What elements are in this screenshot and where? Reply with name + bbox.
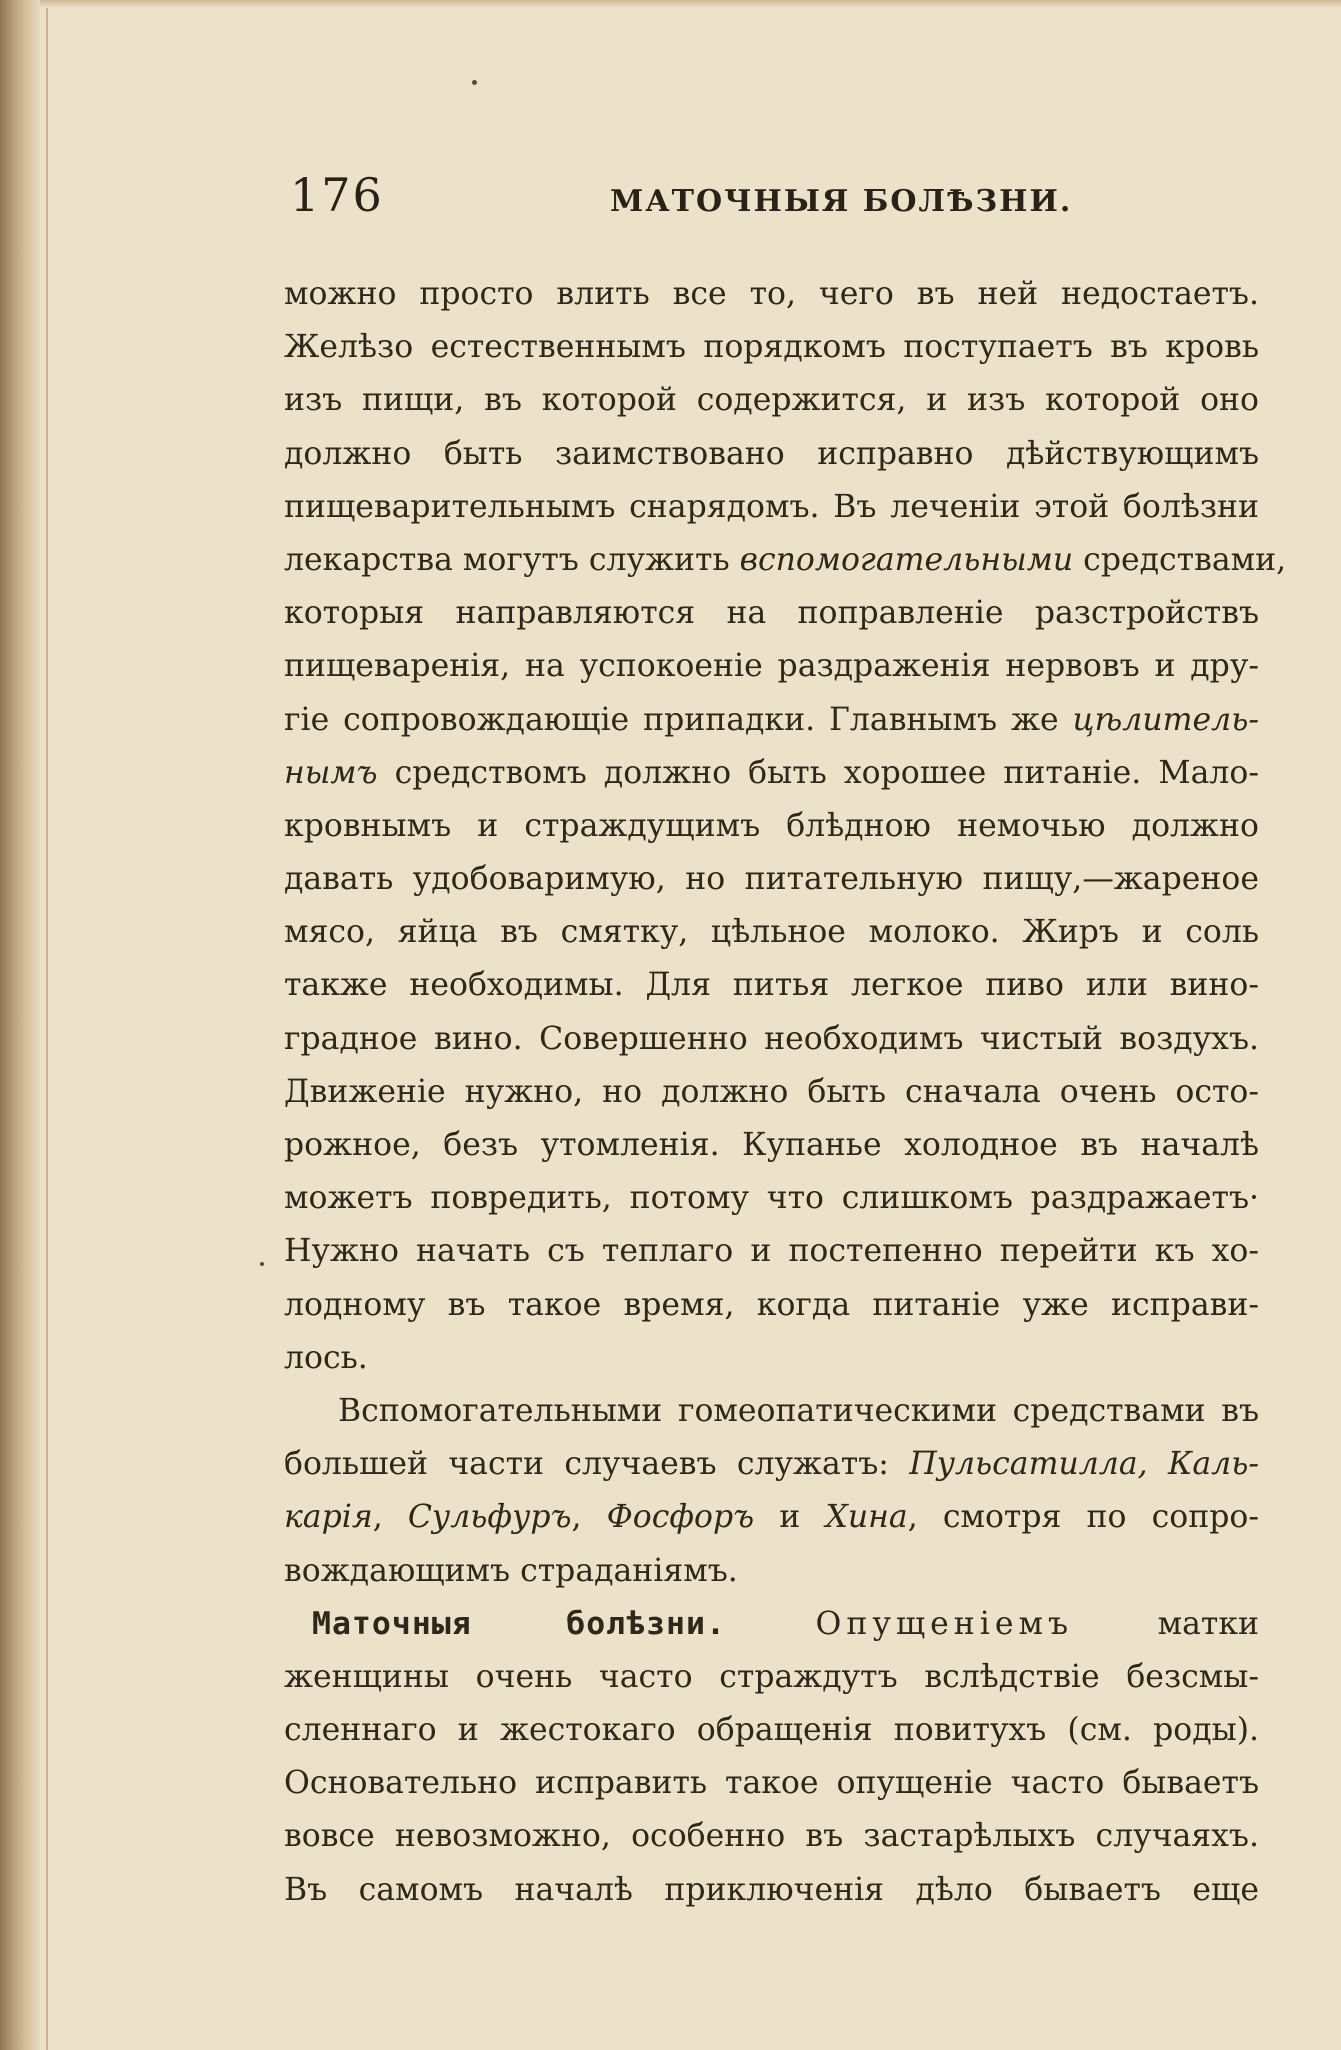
text-line: можно просто влить все то, чего въ ней недостаетъ.	[284, 276, 1259, 312]
italic-term: нымъ	[284, 754, 378, 791]
text-line: Движеніе нужно, но должно быть сначала очень осто-	[284, 1073, 1259, 1110]
text-run: средствомъ должно быть хорошее питаніе. Мало-	[377, 754, 1259, 791]
text-line: Нужно начать съ теплаго и постепенно перейти къ хо-	[284, 1233, 1259, 1270]
text-line: лось.	[284, 1339, 368, 1376]
text-line: вождающимъ страданіямъ.	[284, 1552, 738, 1589]
print-speck	[260, 1262, 264, 1266]
text-line: рожное, безъ утомленія. Купанье холодное въ началѣ	[284, 1127, 1259, 1163]
text-line: градное вино. Совершенно необходимъ чистый воздухъ.	[284, 1020, 1259, 1057]
page-body	[284, 268, 1287, 1917]
text-line	[284, 694, 1259, 747]
text-line: Основательно исправить такое опущеніе часто бываетъ	[284, 1765, 1259, 1802]
text-line: пищеварительнымъ снарядомъ. Въ леченіи этой болѣзни	[284, 488, 1259, 525]
italic-term: карія	[284, 1499, 373, 1536]
italic-term: Хина	[825, 1499, 908, 1536]
text-line: вовсе невозможно, особенно въ застарѣлыхъ случаяхъ.	[284, 1818, 1259, 1855]
page-top-edge	[40, 0, 1341, 8]
text-line: также необходимы. Для питья легкое пиво или вино-	[284, 967, 1259, 1004]
text-line	[284, 747, 1259, 800]
italic-term: Пульсатилла, Каль-	[909, 1446, 1259, 1483]
text-line: женщины очень часто страждутъ вслѣдствіе безсмы-	[284, 1658, 1259, 1695]
text-line	[284, 534, 1287, 587]
text-line: Въ самомъ началѣ приключенія дѣло бываетъ еще	[284, 1871, 1259, 1908]
italic-term: цѣлитель-	[1072, 701, 1259, 738]
text-run: матки	[1073, 1605, 1259, 1642]
text-line: Вспомогательными гомеопатическими средствами въ	[338, 1392, 1259, 1429]
text-run: и	[754, 1499, 826, 1536]
text-line: можетъ повредить, потому что слишкомъ раздражаетъ·	[284, 1180, 1259, 1217]
text-line: кровнымъ и страждущимъ блѣдною немочью должно	[284, 807, 1259, 844]
page-number: 176	[290, 168, 384, 222]
italic-term: вспомогательными	[739, 541, 1074, 578]
text-run: , смотря по сопро-	[907, 1499, 1259, 1536]
text-run: гіе сопровождающіе припадки. Главнымъ же	[284, 701, 1073, 738]
text-line: изъ пищи, въ которой содержится, и изъ которой оно	[284, 382, 1259, 419]
text-line: мясо, яйца въ смятку, цѣльное молоко. Жиръ и соль	[284, 914, 1259, 951]
italic-term: Фосфоръ	[606, 1499, 755, 1536]
section-heading: Маточныя болѣзни.	[312, 1605, 726, 1642]
text-line: пищеваренія, на успокоеніе раздраженія нервовъ и дру-	[284, 648, 1259, 685]
page-header	[290, 168, 1260, 228]
text-line	[284, 1438, 1259, 1491]
spaced-term: Опущеніемъ	[725, 1605, 1074, 1642]
text-run: ,	[571, 1499, 607, 1536]
text-line: давать удобоваримую, но питательную пищу,—жареное	[284, 861, 1259, 898]
italic-term: Сульфуръ	[407, 1499, 572, 1536]
text-run: лекарства могутъ служить	[284, 541, 740, 578]
text-line	[284, 1491, 1259, 1544]
text-line: лодному въ такое время, когда питаніе уже исправи-	[284, 1286, 1259, 1323]
text-line: которыя направляются на поправленіе разстройствъ	[284, 595, 1259, 632]
print-speck	[472, 80, 477, 85]
running-title: МАТОЧНЫЯ БОЛѢЗНИ.	[610, 184, 1073, 219]
book-gutter	[0, 0, 40, 2050]
gutter-line	[46, 0, 48, 2050]
text-run: большей части случаевъ служатъ:	[284, 1446, 910, 1483]
text-line: сленнаго и жестокаго обращенія повитухъ (см. роды).	[284, 1712, 1259, 1749]
text-line: Желѣзо естественнымъ порядкомъ поступаетъ въ кровь	[284, 329, 1259, 366]
text-line: должно быть заимствовано исправно дѣйствующимъ	[284, 435, 1259, 472]
text-run: средствами,	[1073, 541, 1287, 578]
text-line	[284, 1598, 1259, 1651]
text-run: ,	[372, 1499, 408, 1536]
